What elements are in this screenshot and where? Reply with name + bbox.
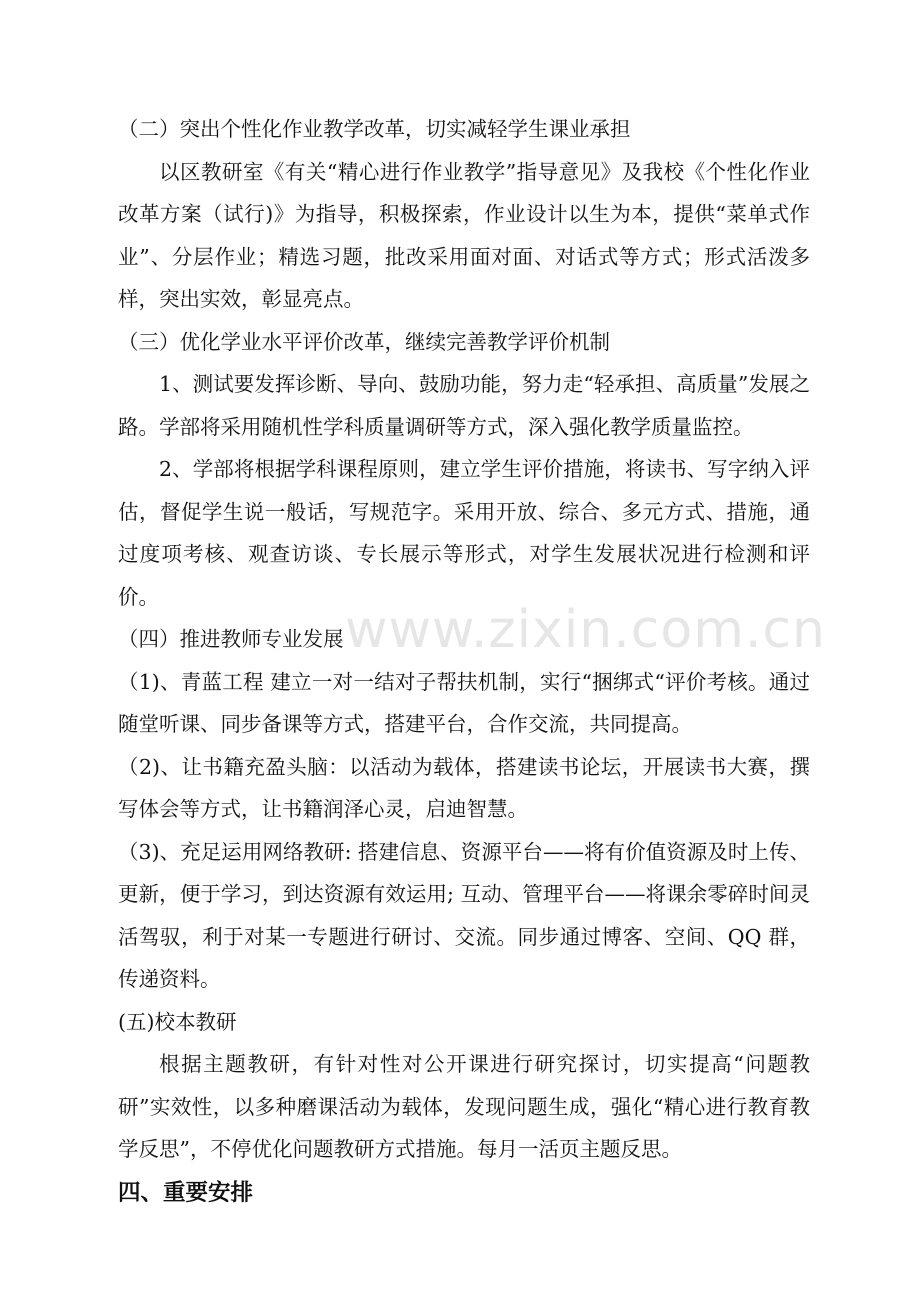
watermark: www.zixin.com.cn	[345, 600, 826, 660]
body-paragraph-homework: 以区教研室《有关“精心进行作业教学”指导意见》及我校《个性化作业改革方案（试行)》为指导，积极探索，作业设计以生为本，提供“菜单式作业”、分层作业；精选习题，批改采用面对面、对话式等方式；形式活泼多样，突出实效，彰显亮点。	[118, 159, 810, 311]
section-heading-5: (五)校本教研	[118, 1009, 237, 1034]
body-paragraph-testing: 1、测试要发挥诊断、导向、鼓励功能，努力走“轻承担、高质量”发展之路。学部将采用随机性学科质量调研等方式，深入强化教学质量监控。	[118, 372, 810, 439]
major-heading: 四、重要安排	[118, 1179, 254, 1206]
body-paragraph-evaluation: 2、学部将根据学科课程原则，建立学生评价措施，将读书、写字纳入评估，督促学生说一般话，写规范字。采用开放、综合、多元方式、措施，通过度项考核、观查访谈、专长展示等形式，对学生发展状况进行检测和评价。	[118, 457, 810, 609]
section-heading-3: （三）优化学业水平评价改革，继续完善教学评价机制	[118, 329, 610, 354]
section-heading-4: （四）推进教师专业发展	[118, 627, 344, 651]
list-item-network: （3)、充足运用网络教研: 搭建信息、资源平台——将有价值资源及时上传、更新，便于学习，到达资源有效运用; 互动、管理平台——将课余零碎时间灵活驾驭，利于对某一专题进行研讨、交流。同步通过博客、空间、QQ 群，传递资料。	[118, 839, 810, 991]
list-item-reading: （2)、让书籍充盈头脑：以活动为载体，搭建读书论坛，开展读书大赛，撰写体会等方式，让书籍润泽心灵，启迪智慧。	[118, 754, 810, 821]
list-item-qinglan: （1)、青蓝工程 建立一对一结对子帮扶机制，实行“捆绑式“评价考核。通过随堂听课、同步备课等方式，搭建平台，合作交流，共同提高。	[118, 669, 810, 736]
section-heading-2: （二）突出个性化作业教学改革，切实减轻学生课业承担	[118, 117, 631, 141]
body-paragraph-school-research: 根据主题教研，有针对性对公开课进行研究探讨，切实提高“问题教研”实效性，以多种磨课活动为载体，发现问题生成，强化“精心进行教育教学反思”，不停优化问题教研方式措施。每月一活页主题反思。	[118, 1052, 810, 1161]
